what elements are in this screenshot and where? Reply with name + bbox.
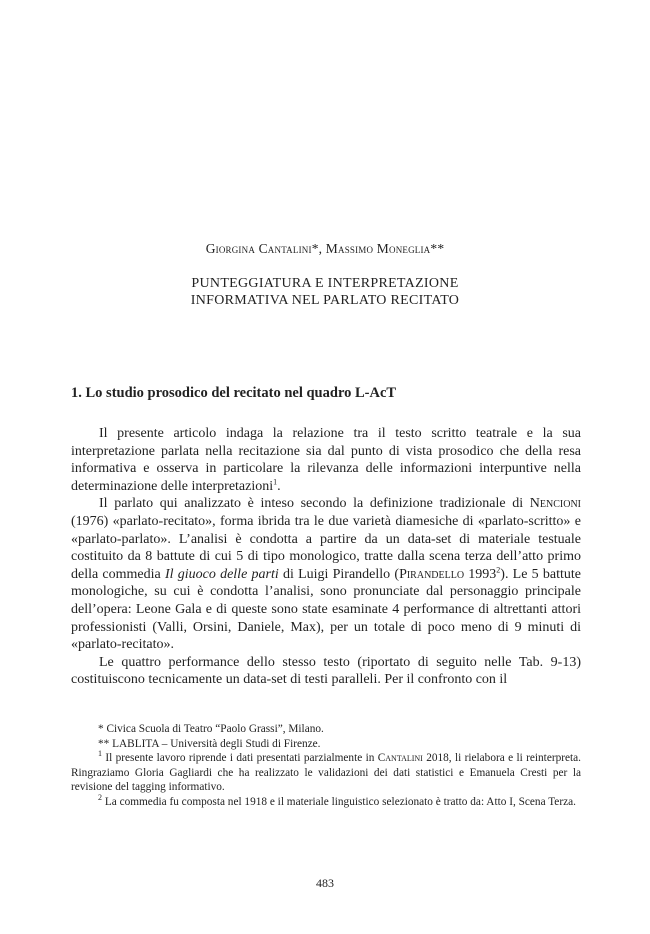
footnote-1-part-b: 2018, li rielabora e li reinterpreta. Ringraziamo Gloria Gagliardi che ha realizzato le validazioni dei dati statistici e Emanuela Cresti per la revisione del tagging informativo. <box>71 752 582 794</box>
footnote-2-number: 2 <box>98 793 102 803</box>
section-heading: 1. Lo studio prosodico del recitato nel quadro L-AcT <box>71 385 397 401</box>
author-2: Massimo Moneglia <box>325 241 431 256</box>
footnote-ref-1: 1 <box>273 477 278 487</box>
paragraph-2-part-d: ). Le 5 battute monologiche, su cui è condotta l’analisi, sono pronunciate dal personaggio principale dell’opera: Leone Gala e di queste sono state esaminate 4 performance di altrettanti attori professionisti (Valli, Orsini, Daniele, Max), per un totale di poco meno di 9 minuti di «parlato-recitato». <box>71 566 581 653</box>
citation-nencioni: Nencioni <box>529 496 581 512</box>
footnote-2-text: La commedia fu composta nel 1918 e il materiale linguistico selezionato è tratto da: Atto I, Scena Terza. <box>102 795 576 808</box>
footnote-1-part-a: Il presente lavoro riprende i dati presentati parzialmente in <box>102 752 378 765</box>
paper-title <box>0 275 650 309</box>
title-line-2: INFORMATIVA NEL PARLATO RECITATO <box>190 293 460 308</box>
author-1: Giorgina Cantalini <box>205 241 312 256</box>
footnote-ref-2: 2 <box>496 565 501 575</box>
citation-pirandello: Pirandello <box>399 566 465 582</box>
footnote-star: * Civica Scuola di Teatro “Paolo Grassi”, Milano. <box>98 723 324 735</box>
paragraph-3: Le quattro performance dello stesso testo (riportato di seguito nelle Tab. 9-13) costituiscono tecnicamente un data-set di testi paralleli. Per il confronto con il <box>71 654 581 688</box>
footnote-double-star: ** LABLITA – Università degli Studi di Firenze. <box>98 737 321 750</box>
footnote-1-number: 1 <box>98 749 102 759</box>
citation-pirandello-year: 1993 <box>464 566 497 582</box>
work-title: Il giuoco delle parti <box>164 566 279 582</box>
page-number: 483 <box>316 876 334 890</box>
citation-cantalini: Cantalini <box>377 752 423 765</box>
paragraph-2-part-b: (1976) «parlato-recitato», forma ibrida tra le due varietà diamesiche di «parlato-scritto» e «parlato-parlato». L’analisi è condotta a partire da un data-set di materiale testuale costituito da 8 battute di cui 5 di tipo monologico, tratte dalla scena terza dell’atto primo della commedia <box>71 513 581 582</box>
paragraph-2 <box>71 495 581 653</box>
authors-line <box>0 241 650 257</box>
author-separator: , <box>318 241 326 256</box>
author-1-mark: * <box>311 241 319 256</box>
footnote-2 <box>71 795 581 810</box>
paragraph-2-part-c: di Luigi Pirandello ( <box>278 566 400 582</box>
footnote-1 <box>71 751 581 795</box>
title-line-1: PUNTEGGIATURA E INTERPRETAZIONE <box>191 276 459 291</box>
paragraph-2-part-a: Il parlato qui analizzato è inteso secondo la definizione tradizionale di <box>99 496 530 512</box>
body-text <box>71 425 581 689</box>
author-2-mark: ** <box>430 241 445 256</box>
paragraph-1 <box>71 425 581 495</box>
footnotes <box>71 722 581 810</box>
paragraph-1-end: . <box>277 478 281 494</box>
paragraph-1-text: Il presente articolo indaga la relazione tra il testo scritto teatrale e la sua interpretazione parlata nella recitazione sia dal punto di vista prosodico che della resa informativa e osserva in particolare la rilevanza delle informazioni interpuntive nella determinazione delle interpretazioni <box>71 426 581 494</box>
